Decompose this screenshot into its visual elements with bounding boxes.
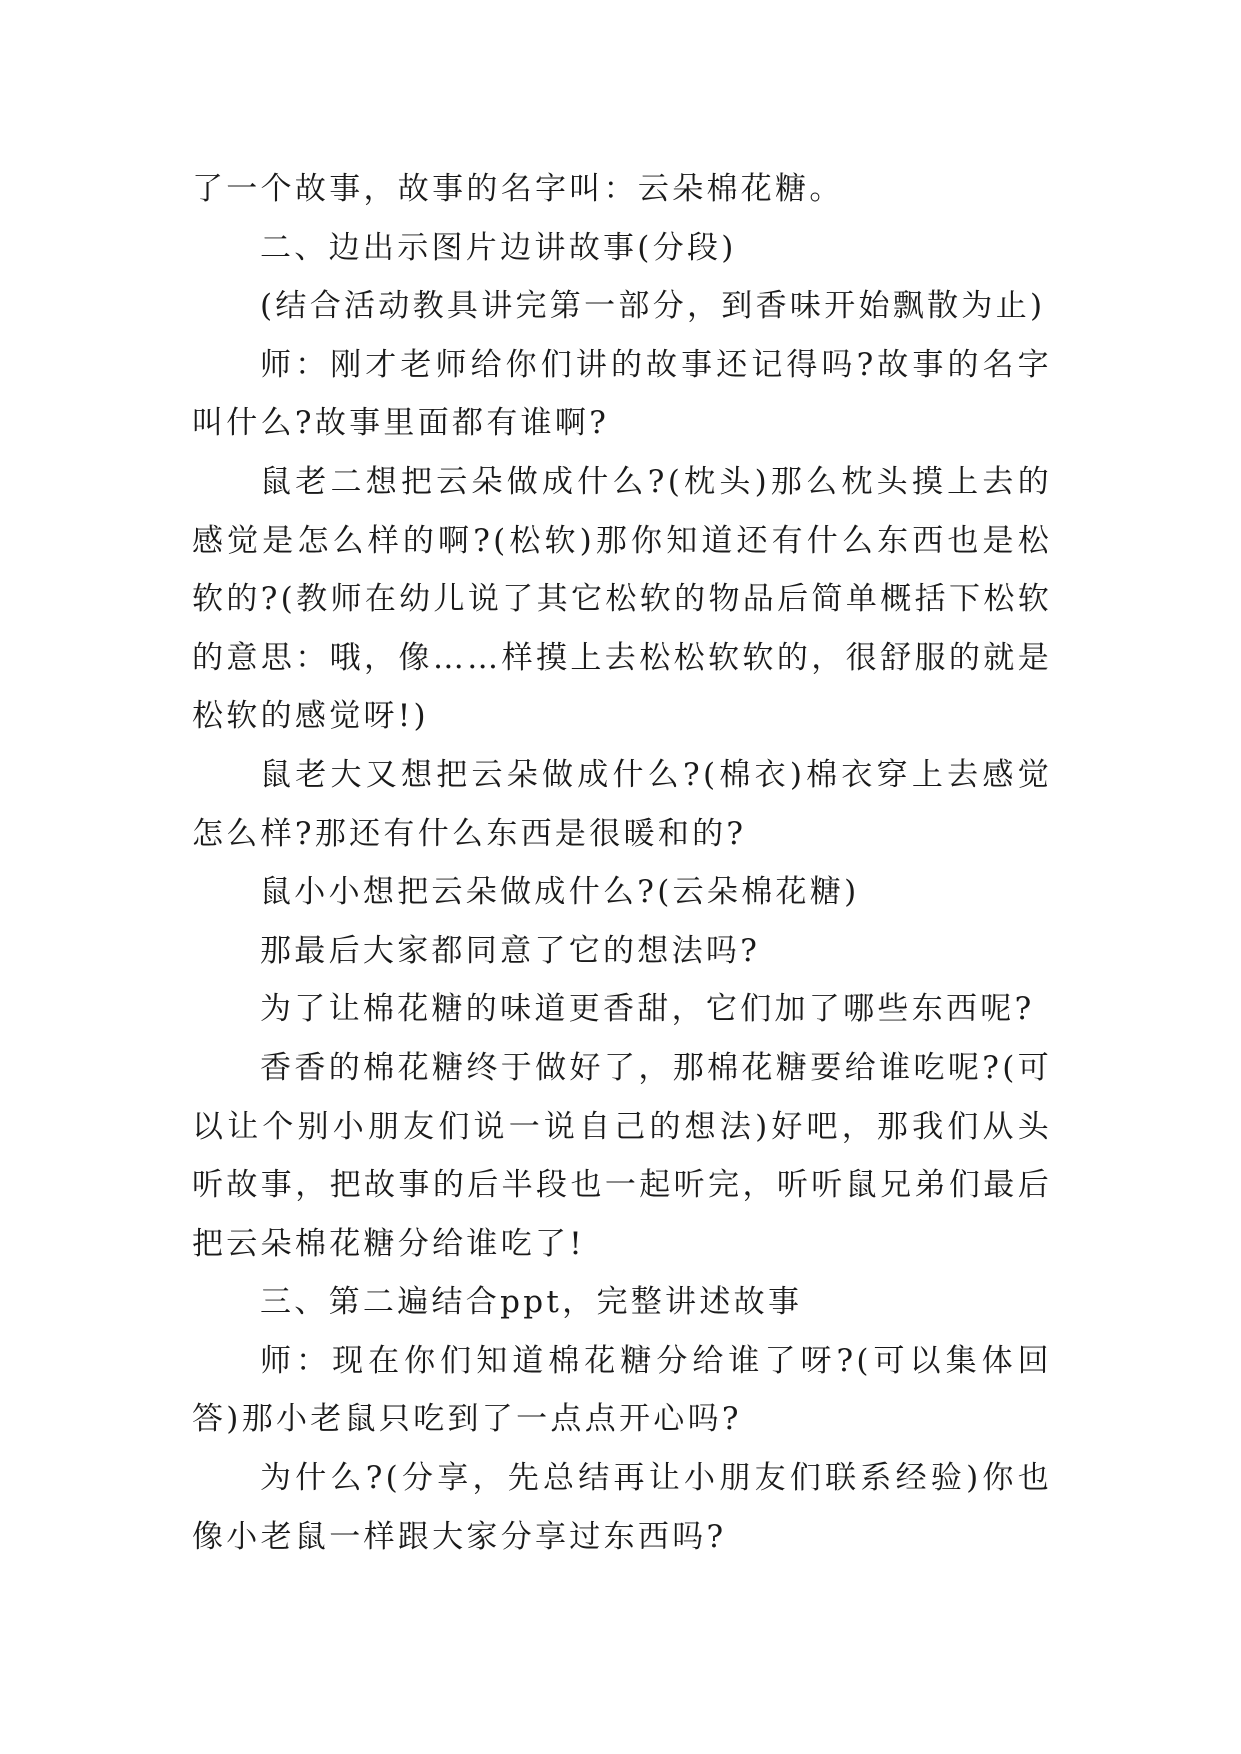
paragraph-teaching-aid-note: (结合活动教具讲完第一部分，到香味开始飘散为止): [260, 288, 1046, 325]
paragraph-sweeter-question: 为了让棉花糖的味道更香甜，它们加了哪些东西呢?: [260, 991, 1035, 1028]
paragraph-why-share: 为什么?(分享，先总结再让小朋友们联系经验)你也像小老鼠一样跟大家分享过东西吗?: [192, 1460, 1052, 1555]
paragraph-teacher-question-story: 师：刚才老师给你们讲的故事还记得吗?故事的名字叫什么?故事里面都有谁啊?: [192, 346, 1052, 442]
paragraph-cloud-candy: 鼠小小想把云朵做成什么?(云朵棉花糖): [260, 874, 860, 911]
paragraph-cotton-coat: 鼠老大又想把云朵做成什么?(棉衣)棉衣穿上去感觉怎么样?那还有什么东西是很暖和的?: [192, 756, 1052, 852]
paragraph-pillow-soft: 鼠老二想把云朵做成什么?(枕头)那么枕头摸上去的感觉是怎么样的啊?(松软)那你知道还有什么东西也是松软的?(教师在幼儿说了其它松软的物品后简单概括下松软的意思：哦，像……样摸上去松松软软的，很舒服的就是松软的感觉呀!): [192, 463, 1052, 735]
paragraph-teacher-question-share: 师：现在你们知道棉花糖分给谁了呀?(可以集体回答)那小老鼠只吃到了一点点开心吗?: [192, 1342, 1052, 1438]
heading-section-two: 二、边出示图片边讲故事(分段): [260, 229, 737, 266]
paragraph-who-eats: 香香的棉花糖终于做好了，那棉花糖要给谁吃呢?(可以让个别小朋友们说一说自己的想法)好吧，那我们从头听故事，把故事的后半段也一起听完，听听鼠兄弟们最后把云朵棉花糖分给谁吃了!: [192, 1049, 1052, 1262]
document-body: [192, 160, 1052, 1566]
paragraph-agree-question: 那最后大家都同意了它的想法吗?: [260, 932, 761, 969]
heading-section-three: 三、第二遍结合ppt，完整讲述故事: [260, 1284, 803, 1321]
paragraph-story-intro-end: 了一个故事，故事的名字叫：云朵棉花糖。: [192, 171, 844, 207]
